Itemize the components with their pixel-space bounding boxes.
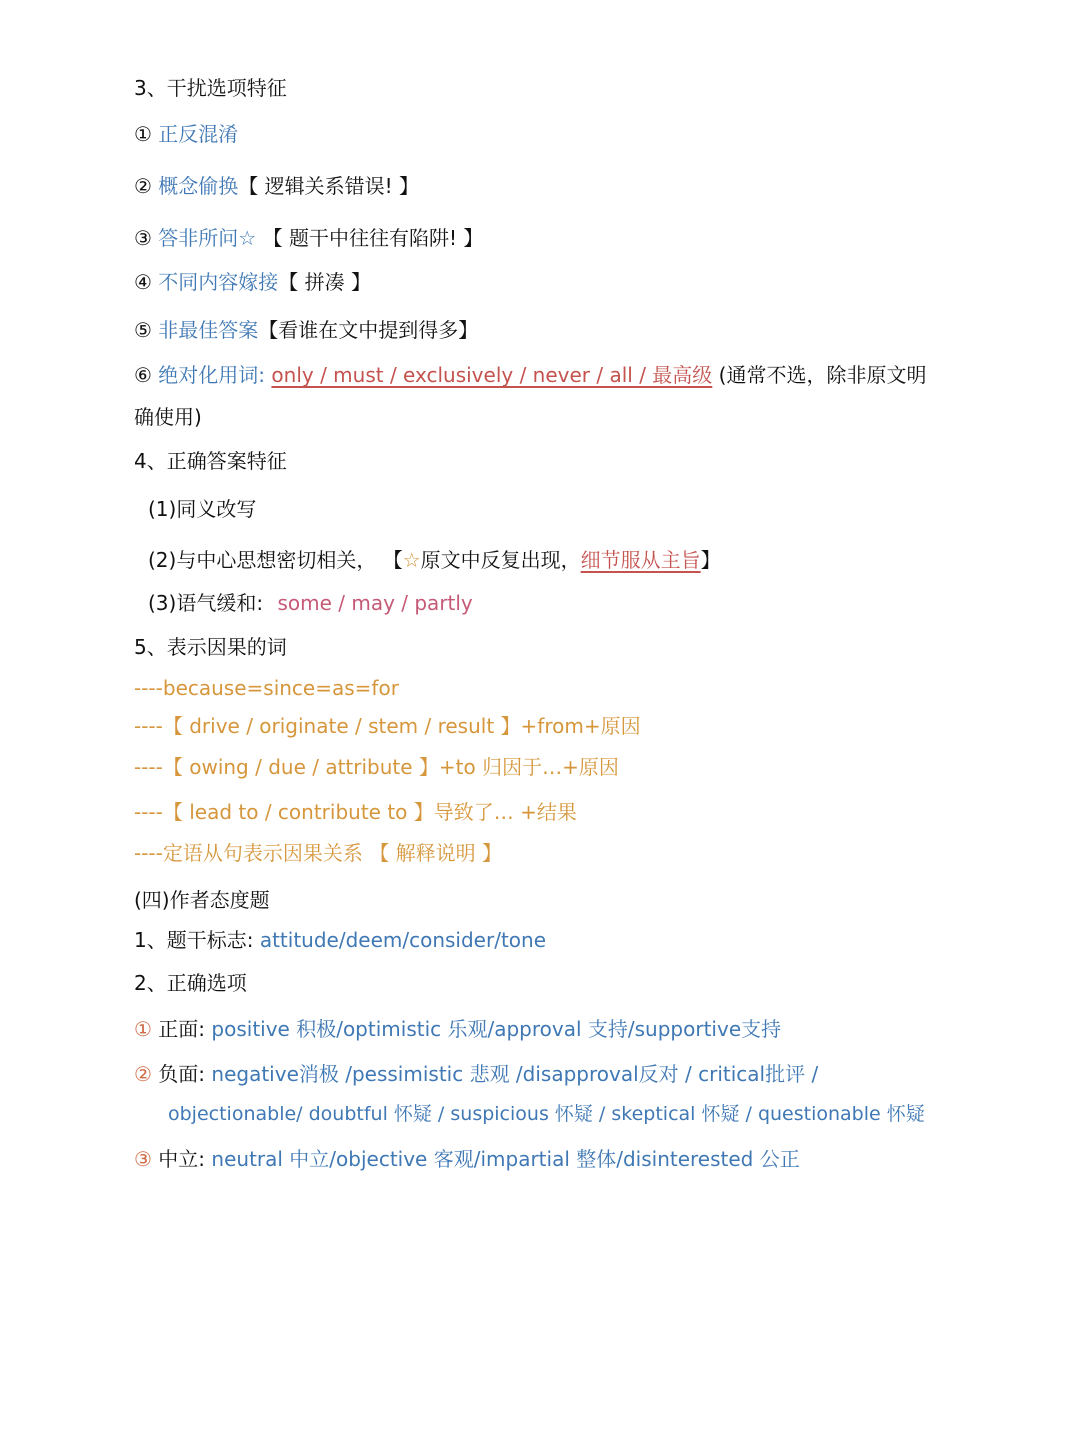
section-3-heading: 3、干扰选项特征: [134, 76, 287, 100]
attitude-negative: [134, 1060, 818, 1088]
section-5-heading: 5、表示因果的词: [134, 635, 287, 659]
distractor-item-6: [134, 361, 926, 389]
item-note: (通常不选，除非原文明: [718, 363, 927, 387]
author-attitude-heading: (四)作者态度题: [134, 888, 270, 912]
feature-label: (3)语气缓和:: [148, 591, 264, 615]
stem-words: attitude/deem/consider/tone: [259, 928, 547, 952]
item-note: 【看谁在文中提到得多】: [258, 318, 479, 342]
distractor-item-1: [134, 120, 238, 148]
item-term: 正反混淆: [158, 122, 239, 146]
causal-line-4: ----【 lead to / contribute to 】导致了… +结果: [134, 800, 577, 824]
item-number: ①: [134, 1017, 152, 1041]
causal-line-1: ----because=since=as=for: [134, 676, 399, 700]
neutral-words: neutral 中立/objective 客观/impartial 整体/disinterested 公正: [211, 1147, 800, 1171]
item-note-continuation: 确使用): [134, 405, 202, 429]
negative-words: negative消极 /pessimistic 悲观 /disapproval反对 / critical批评 /: [211, 1062, 819, 1086]
item-note: 【 逻辑关系错误! 】: [238, 174, 420, 198]
item-term: 答非所问☆: [158, 226, 257, 250]
distractor-item-3: [134, 224, 483, 252]
distractor-item-2: [134, 172, 419, 200]
attitude-positive: [134, 1015, 781, 1043]
item-number: ④: [134, 270, 152, 294]
distractor-item-5: [134, 316, 478, 344]
item-term: 绝对化用词:: [158, 363, 266, 387]
answer-feature-3: [148, 589, 473, 617]
item-number: ⑥: [134, 363, 152, 387]
answer-feature-2: [148, 546, 721, 574]
item-number: ②: [134, 1062, 152, 1086]
item-number: ①: [134, 122, 152, 146]
item-number: ②: [134, 174, 152, 198]
negative-words-continued: objectionable/ doubtful 怀疑 / suspicious 怀疑 / skeptical 怀疑 / questionable 怀疑: [168, 1103, 925, 1125]
mild-tone-words: some / may / partly: [277, 591, 473, 615]
distractor-item-4: [134, 268, 371, 296]
item-term: 非最佳答案: [158, 318, 259, 342]
attitude-neutral: [134, 1145, 800, 1173]
item-number: ③: [134, 1147, 152, 1171]
item-term: 不同内容嫁接: [158, 270, 279, 294]
item-note: 【 题干中往往有陷阱! 】: [262, 226, 484, 250]
detail-serves-theme: 细节服从主旨: [580, 548, 701, 572]
star-icon: ☆: [402, 548, 421, 572]
absolute-words: only / must / exclusively / never / all / 最高级: [271, 363, 713, 387]
correct-options-heading: 2、正确选项: [134, 971, 247, 995]
item-term: 概念偷换: [158, 174, 239, 198]
causal-line-3: ----【 owing / due / attribute 】+to 归因于…+原因: [134, 755, 619, 779]
answer-feature-1: (1)同义改写: [148, 497, 257, 521]
bracket-close: 】: [700, 548, 721, 572]
feature-note: 原文中反复出现，: [420, 548, 581, 572]
causal-line-5: ----定语从句表示因果关系 【 解释说明 】: [134, 841, 502, 865]
section-4-heading: 4、正确答案特征: [134, 449, 287, 473]
bracket-open: 【: [382, 548, 403, 572]
item-number: ③: [134, 226, 152, 250]
attitude-label: 中立:: [158, 1147, 206, 1171]
stem-markers: [134, 926, 546, 954]
attitude-label: 正面:: [158, 1017, 206, 1041]
attitude-label: 负面:: [158, 1062, 206, 1086]
causal-line-2: ----【 drive / originate / stem / result 】+from+原因: [134, 714, 641, 738]
item-number: ⑤: [134, 318, 152, 342]
positive-words: positive 积极/optimistic 乐观/approval 支持/supportive支持: [211, 1017, 782, 1041]
stem-label: 1、题干标志:: [134, 928, 254, 952]
feature-text: (2)与中心思想密切相关，: [148, 548, 377, 572]
item-note: 【 拼凑 】: [278, 270, 372, 294]
